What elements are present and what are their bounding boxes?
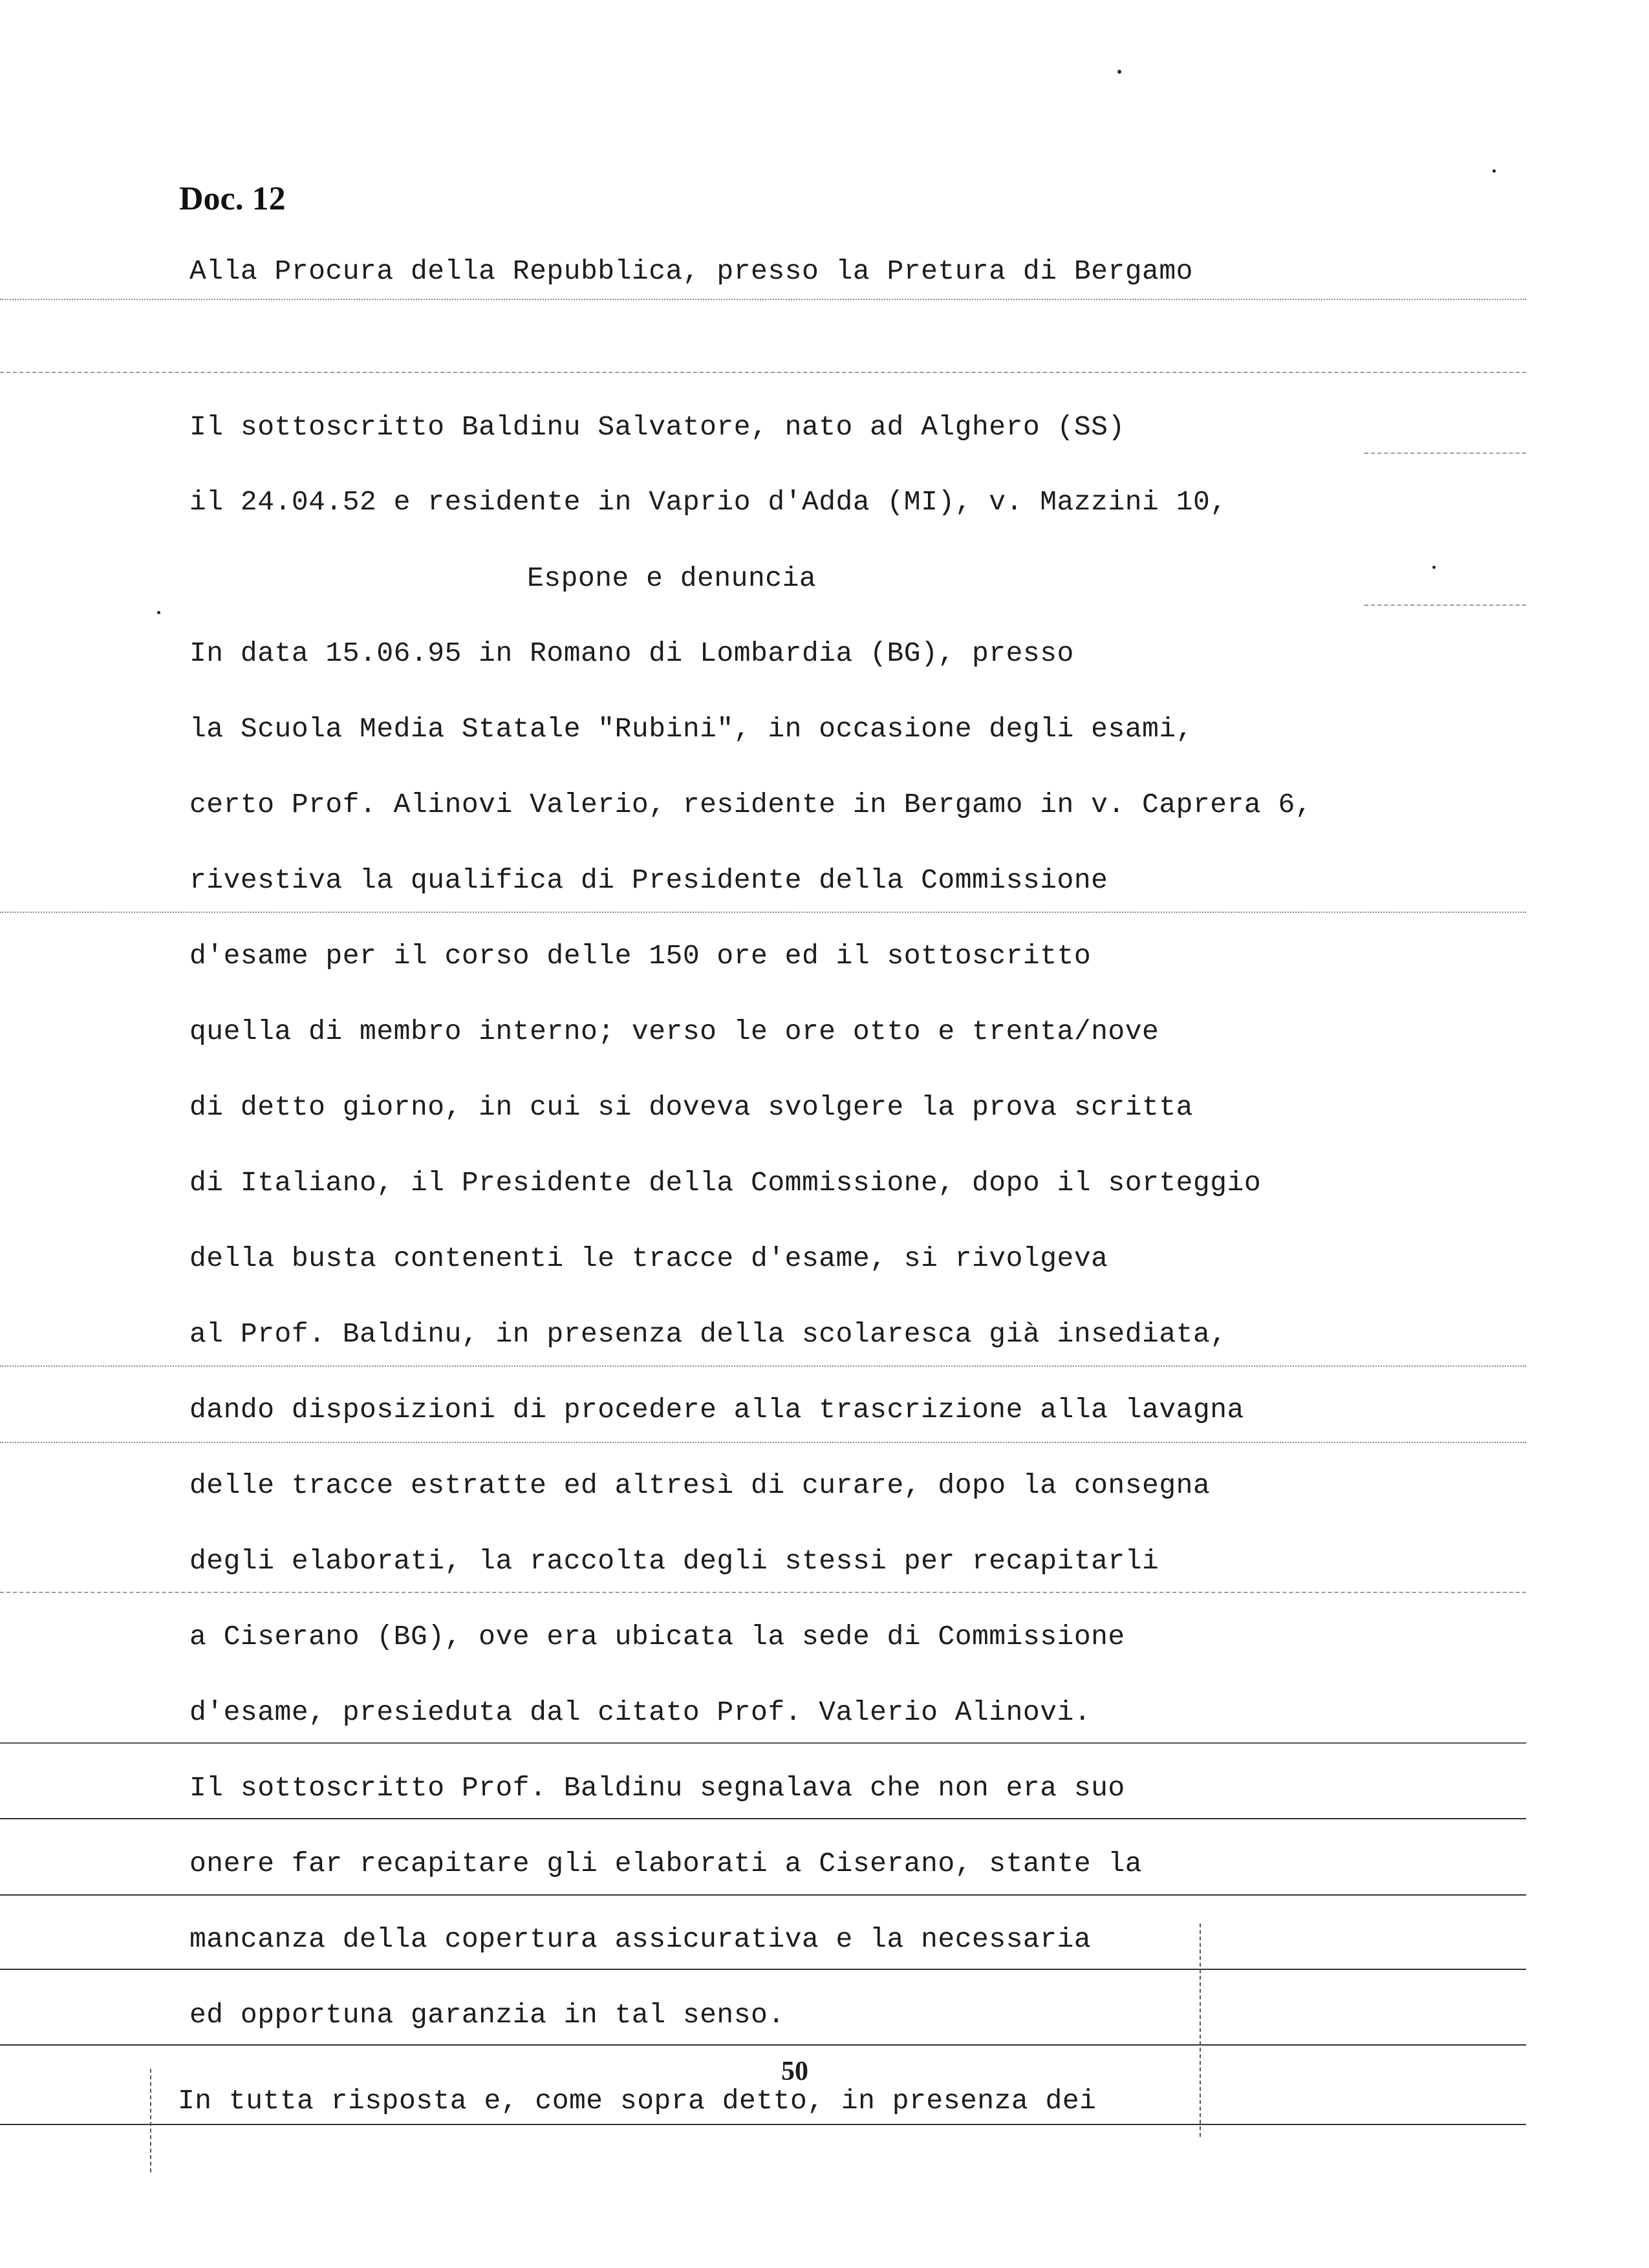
text-line: delle tracce estratte ed altresì di curare, dopo la consegna	[189, 1470, 1211, 1501]
text-line: Il sottoscritto Prof. Baldinu segnalava che non era suo	[189, 1772, 1125, 1804]
text-line: In tutta risposta e, come sopra detto, in presenza dei	[178, 2085, 1097, 2117]
section-heading: Espone e denuncia	[527, 562, 817, 594]
text-line: rivestiva la qualifica di Presidente della Commissione	[189, 864, 1108, 896]
text-line: quella di membro interno; verso le ore otto e trenta/nove	[189, 1016, 1159, 1047]
text-line: onere far recapitare gli elaborati a Ciserano, stante la	[189, 1848, 1143, 1879]
text-line: di Italiano, il Presidente della Commissione, dopo il sorteggio	[189, 1167, 1262, 1199]
text-line: degli elaborati, la raccolta degli stessi per recapitarli	[189, 1545, 1159, 1577]
text-line: dando disposizioni di procedere alla trascrizione alla lavagna	[189, 1394, 1244, 1426]
text-line: di detto giorno, in cui si doveva svolgere la prova scritta	[189, 1091, 1193, 1123]
form-rule	[0, 2044, 1526, 2046]
form-rule	[0, 299, 1526, 300]
form-rule	[0, 2124, 1526, 2125]
text-line: mancanza della copertura assicurativa e la necessaria	[189, 1923, 1092, 1955]
form-margin-rule	[1200, 1923, 1201, 2137]
text-line: certo Prof. Alinovi Valerio, residente in Bergamo in v. Caprera 6,	[189, 789, 1313, 820]
form-rule	[0, 1818, 1526, 1819]
text-line: a Ciserano (BG), ove era ubicata la sede di Commissione	[189, 1621, 1125, 1653]
form-margin-rule	[150, 2069, 151, 2172]
text-line: il 24.04.52 e residente in Vaprio d'Adda (MI), v. Mazzini 10,	[189, 486, 1227, 518]
form-rule	[0, 1894, 1526, 1896]
text-line: la Scuola Media Statale "Rubini", in occasione degli esami,	[189, 713, 1193, 745]
form-rule	[0, 1592, 1526, 1593]
form-rule	[0, 912, 1526, 913]
document-label: Doc. 12	[179, 180, 286, 217]
text-line: al Prof. Baldinu, in presenza della scolaresca già insediata,	[189, 1318, 1227, 1350]
form-rule	[0, 372, 1526, 373]
text-line: Il sottoscritto Baldinu Salvatore, nato ad Alghero (SS)	[189, 411, 1125, 443]
text-line: della busta contenenti le tracce d'esame, si rivolgeva	[189, 1243, 1108, 1274]
text-line: In data 15.06.95 in Romano di Lombardia (BG), presso	[189, 637, 1074, 669]
scan-speck	[1493, 169, 1496, 173]
scan-speck	[157, 611, 160, 614]
page-number: 50	[781, 2057, 808, 2086]
text-line: d'esame per il corso delle 150 ore ed il sottoscritto	[189, 940, 1092, 972]
scan-speck	[1117, 70, 1121, 74]
text-line: d'esame, presieduta dal citato Prof. Valerio Alinovi.	[189, 1696, 1092, 1728]
form-rule	[1364, 453, 1526, 454]
form-rule	[1364, 604, 1526, 606]
form-rule	[0, 1442, 1526, 1443]
form-rule	[0, 1969, 1526, 1970]
form-rule	[0, 1742, 1526, 1744]
text-line: ed opportuna garanzia in tal senso.	[189, 1999, 785, 2031]
addressee-line: Alla Procura della Repubblica, presso la Pretura di Bergamo	[189, 255, 1193, 287]
form-rule	[0, 1365, 1526, 1367]
scan-speck	[1432, 566, 1436, 569]
